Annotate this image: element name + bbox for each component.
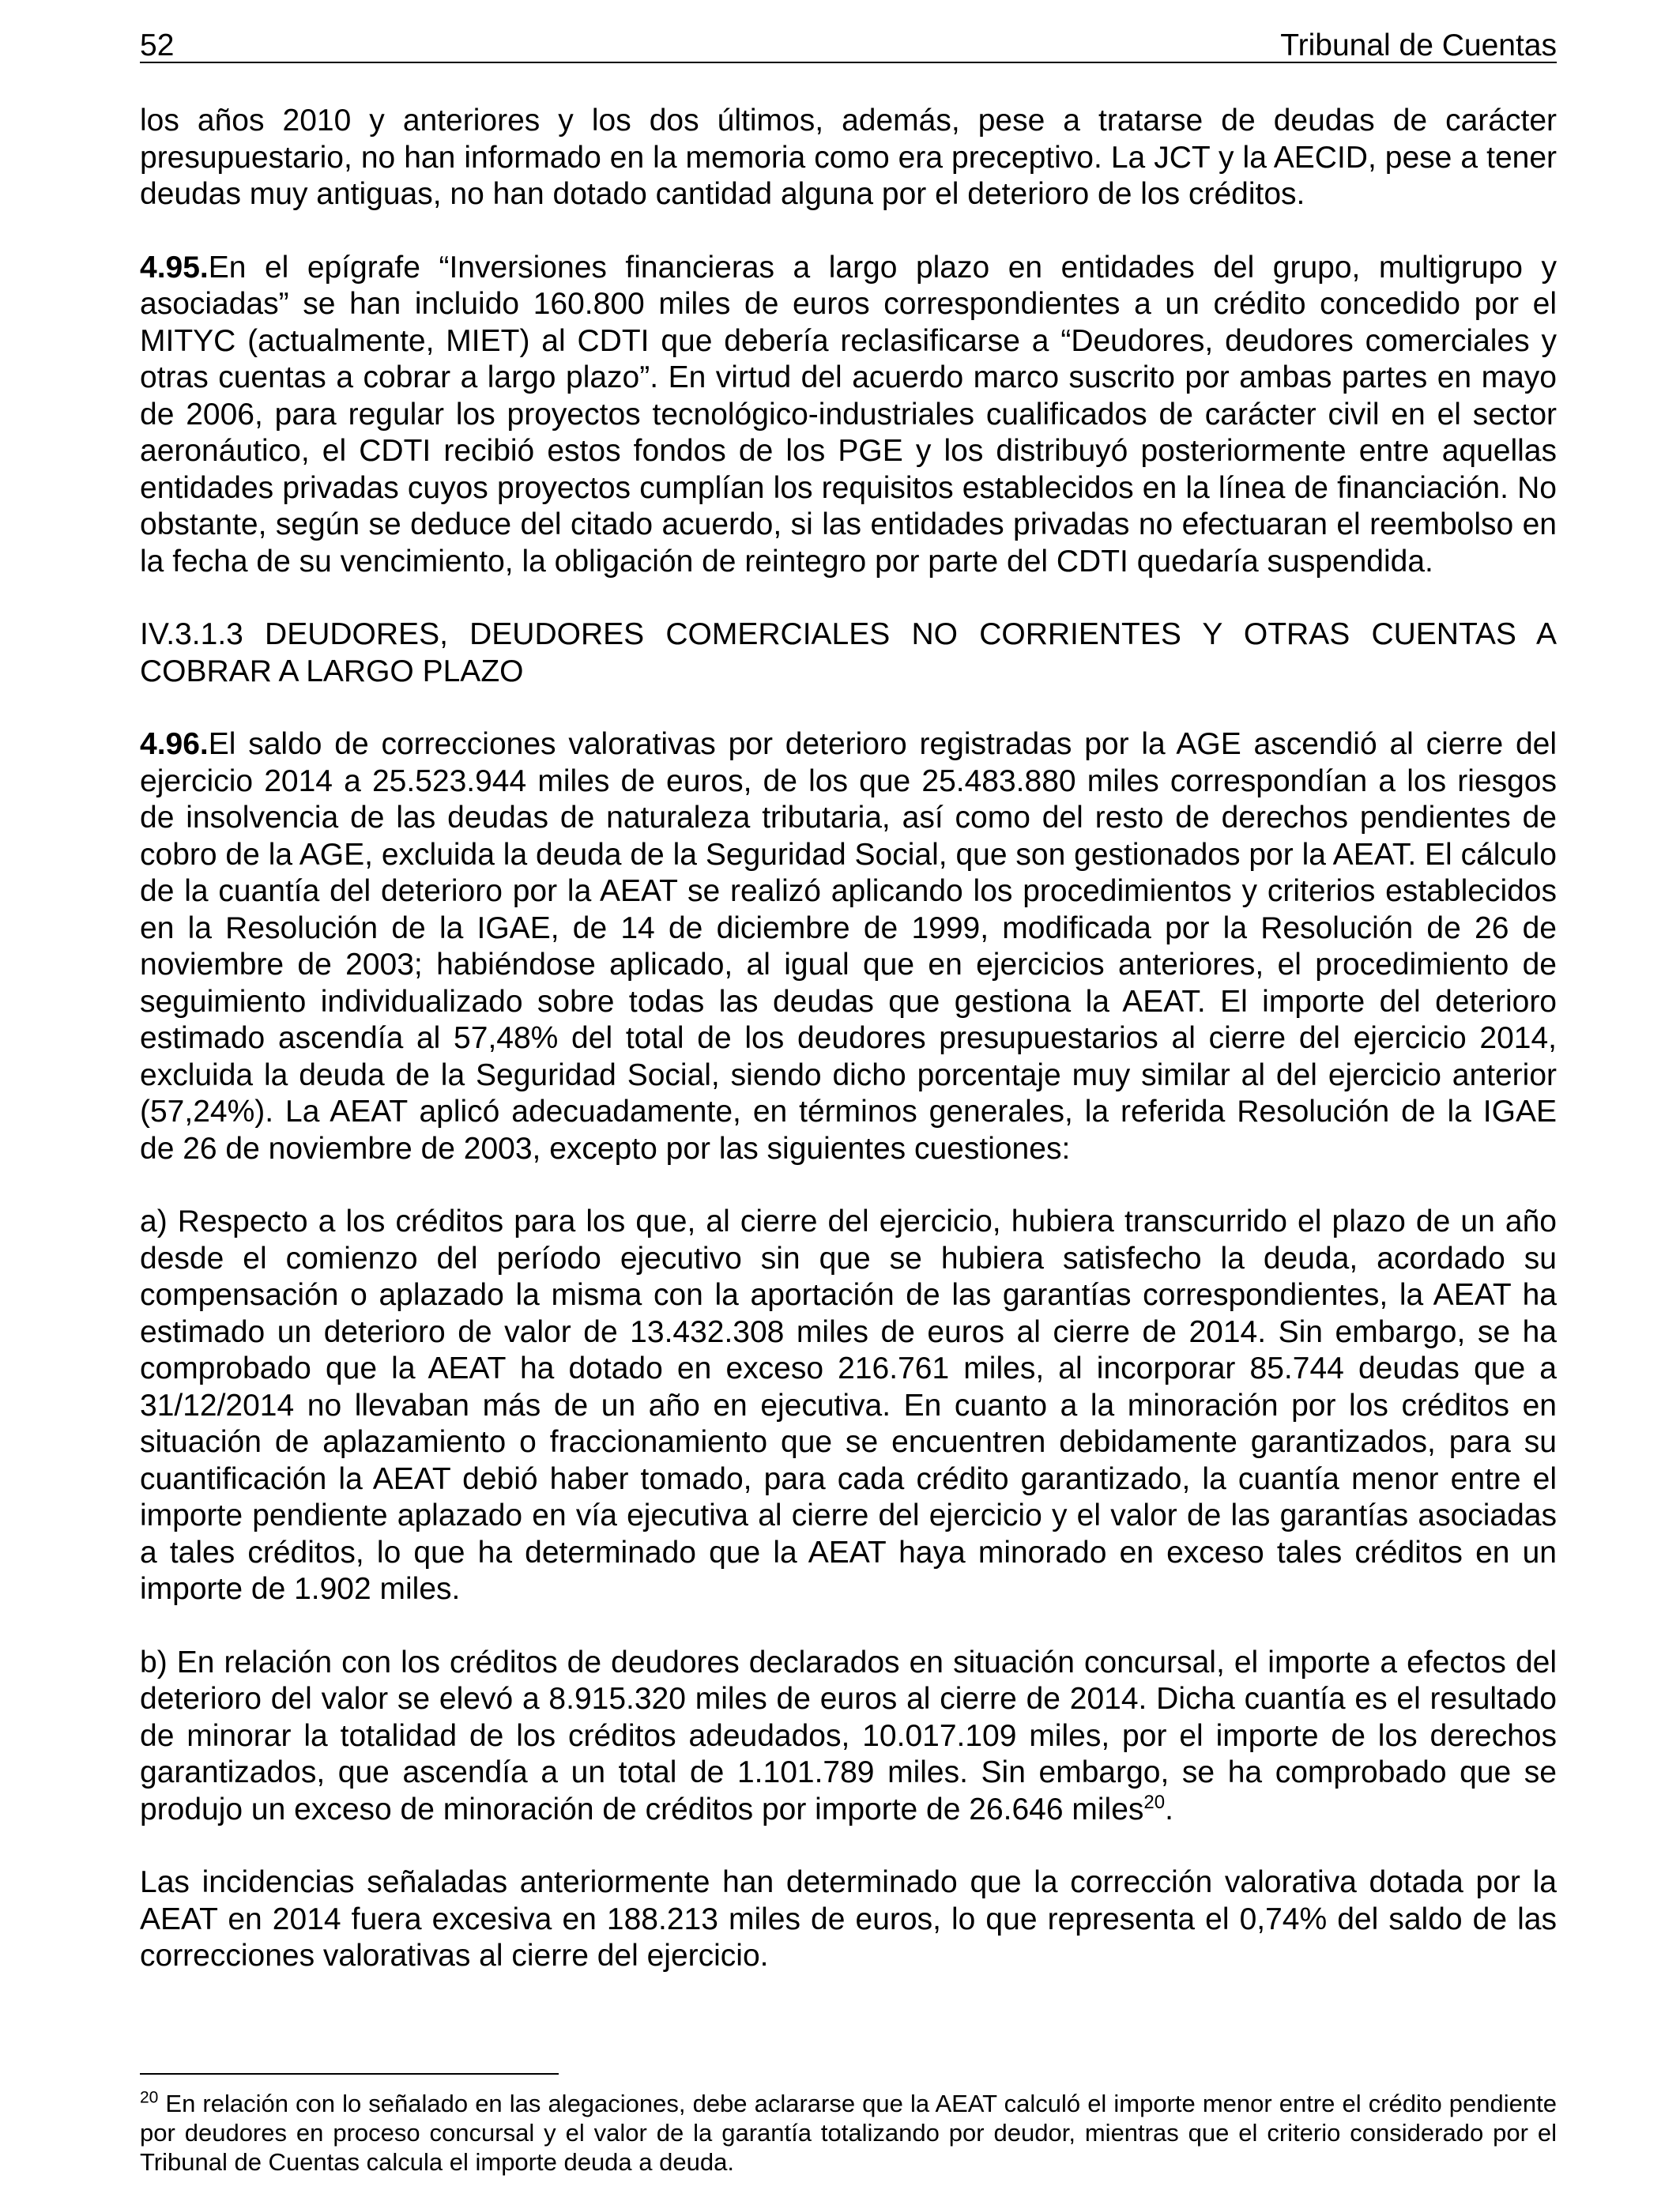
footnote-mark: 20 [140, 2088, 159, 2107]
paragraph-4-95 [140, 250, 1557, 581]
paragraph-number: 4.95. [140, 250, 209, 285]
page-header [140, 24, 1557, 63]
paragraph-text: b) En relación con los créditos de deudores declarados en situación concursal, el importe a efectos del deterioro del valor se elevó a 8.915.320 miles de euros al cierre de 2014. Dicha cuantía es el resultado de minorar la totalidad de los créditos adeudados, 10.017.109 miles, por el importe de los derechos garantizados, que ascendía a un total de 1.101.789 miles. Sin embargo, se ha comprobado que se produjo un exceso de minoración de créditos por importe de 26.646 miles [140, 1645, 1557, 1826]
section-heading: IV.3.1.3 DEUDORES, DEUDORES COMERCIALES NO CORRIENTES Y OTRAS CUENTAS A COBRAR A LARGO PLAZO [140, 617, 1557, 688]
paragraph-text: El saldo de correcciones valorativas por deterioro registradas por la AGE ascendió al cierre del ejercicio 2014 a 25.523.944 miles de euros, de los que 25.483.880 miles correspondían a los riesgos de insolvencia de las deudas de naturaleza tributaria, así como del resto de derechos pendientes de cobro de la AGE, excluida la deuda de la Seguridad Social, que son gestionados por la AEAT. El cálculo de la cuantía del deterioro por la AEAT se realizó aplicando los procedimientos y criterios establecidos en la Resolución de la IGAE, de 14 de diciembre de 1999, modificada por la Resolución de 26 de noviembre de 2003; habiéndose aplicado, al igual que en ejercicios anteriores, el procedimiento de seguimiento individualizado sobre todas las deudas que gestiona la AEAT. El importe del deterioro estimado ascendía al 57,48% del total de los deudores presupuestarios al cierre del ejercicio 2014, excluida la deuda de la Seguridad Social, siendo dicho porcentaje muy similar al del ejercicio anterior (57,24%). La AEAT aplicó adecuadamente, en términos generales, la referida Resolución de la IGAE de 26 de noviembre de 2003, excepto por las siguientes cuestiones: [140, 727, 1557, 1166]
paragraph-end: . [1165, 1792, 1173, 1826]
running-title: Tribunal de Cuentas [1280, 28, 1557, 62]
paragraph-continuation: los años 2010 y anteriores y los dos últimos, además, pese a tratarse de deudas de carácter presupuestario, no han informado en la memoria como era preceptivo. La JCT y la AECID, pese a tener deudas muy antiguas, no han dotado cantidad alguna por el deterioro de los créditos. [140, 104, 1557, 211]
paragraph-4-96 [140, 726, 1557, 1167]
paragraph-conclusion: Las incidencias señaladas anteriormente han determinado que la corrección valorativa dotada por la AEAT en 2014 fuera excesiva en 188.213 miles de euros, lo que representa el 0,74% del saldo de las correcciones valorativas al cierre del ejercicio. [140, 1865, 1557, 1973]
paragraph-item-b [140, 1645, 1557, 1829]
footnote-separator [140, 2073, 559, 2075]
footnote-reference[interactable]: 20 [1143, 1791, 1166, 1813]
paragraph-number: 4.96. [140, 727, 209, 761]
paragraph-text: En el epígrafe “Inversiones financieras a largo plazo en entidades del grupo, multigrupo y asociadas” se han incluido 160.800 miles de euros correspondientes a un crédito concedido por el MITYC (actualmente, MIET) al CDTI que debería reclasificarse a “Deudores, deudores comerciales y otras cuentas a cobrar a largo plazo”. En virtud del acuerdo marco suscrito por ambas partes en mayo de 2006, para regular los proyectos tecnológico-industriales cualificados de carácter civil en el sector aeronáutico, el CDTI recibió estos fondos de los PGE y los distribuyó posteriormente entre aquellas entidades privadas cuyos proyectos cumplían los requisitos establecidos en la línea de financiación. No obstante, según se deduce del citado acuerdo, si las entidades privadas no efectuaran el reembolso en la fecha de su vencimiento, la obligación de reintegro por parte del CDTI quedaría suspendida. [140, 250, 1557, 579]
paragraph-item-a: a) Respecto a los créditos para los que, al cierre del ejercicio, hubiera transcurrido el plazo de un año desde el comienzo del período ejecutivo sin que se hubiera satisfecho la deuda, acordado su compensación o aplazado la misma con la aportación de las garantías correspondientes, la AEAT ha estimado un deterioro de valor de 13.432.308 miles de euros al cierre de 2014. Sin embargo, se ha comprobado que la AEAT ha dotado en exceso 216.761 miles, al incorporar 85.744 deudas que a 31/12/2014 no llevaban más de un año en ejecutiva. En cuanto a la minoración por los créditos en situación de aplazamiento o fraccionamiento que se encuentren debidamente garantizados, para su cuantificación la AEAT debió haber tomado, para cada crédito garantizado, la cuantía menor entre el importe pendiente aplazado en vía ejecutiva al cierre del ejercicio y el valor de las garantías asociadas a tales créditos, lo que ha determinado que la AEAT haya minorado en exceso tales créditos en un importe de 1.902 miles. [140, 1204, 1557, 1606]
footnote [140, 2089, 1557, 2177]
page-number: 52 [140, 28, 175, 62]
footnote-text: En relación con lo señalado en las alegaciones, debe aclararse que la AEAT calculó el importe menor entre el crédito pendiente por deudores en proceso concursal y el valor de la garantía totalizando por deudor, mientras que el criterio considerado por el Tribunal de Cuentas calcula el importe deuda a deuda. [140, 2090, 1557, 2176]
document-body [140, 103, 1557, 2011]
